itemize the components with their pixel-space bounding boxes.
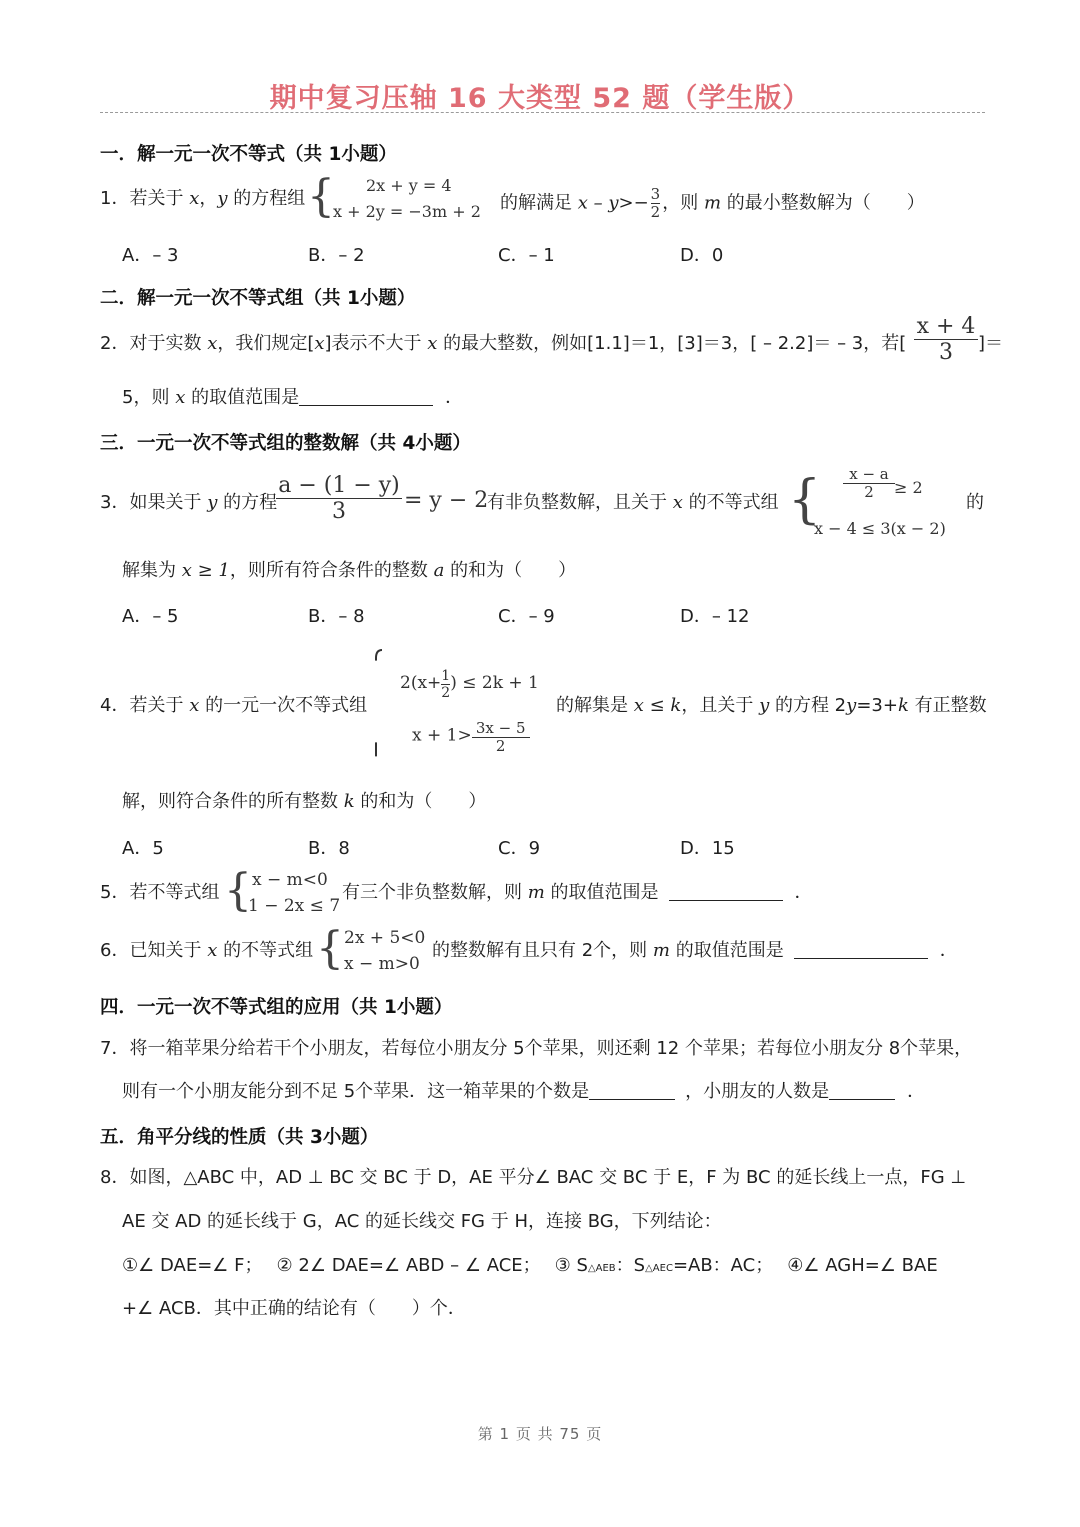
- question-2: 2．对于实数 x，我们规定[x]表示不大于 x 的最大整数，例如[1.1]＝1，[3]＝3，[ – 2.2]＝ – 3，若[: [100, 333, 907, 354]
- question-8-line-4: +∠ ACB．其中正确的结论有（ ）个．: [122, 1298, 466, 1319]
- section-heading-5: 五．角平分线的性质（共 3小题）: [100, 1127, 379, 1148]
- inequality-line-1: 2x + 5<0: [344, 928, 426, 948]
- option-b: B．8: [308, 838, 350, 859]
- inequality-line-1: 2(x+ $\frac{1}{2}$ ) ≤ 2k + 1: [400, 668, 539, 702]
- inequality-line-2: x + 1> $\frac{3x - 5}{2}$: [412, 720, 530, 756]
- question-8: 8．如图，△ABC 中，AD ⊥ BC 交 BC 于 D，AE 平分∠ BAC 交 BC 于 E，F 为 BC 的延长线上一点，FG ⊥: [100, 1167, 967, 1188]
- title-divider: [100, 112, 985, 113]
- option-d: D．0: [680, 245, 724, 266]
- question-5-tail: 有三个非负整数解，则 m 的取值范围是 ．: [342, 882, 813, 903]
- page-title: 期中复习压轴 16 大类型 52 题（学生版）: [269, 83, 811, 114]
- answer-blank[interactable]: [299, 385, 433, 406]
- option-d: D．– 12: [680, 606, 750, 627]
- answer-blank-children[interactable]: [829, 1079, 895, 1100]
- answer-blank[interactable]: [794, 938, 928, 959]
- fraction: $\frac{3}{2}$: [650, 185, 661, 222]
- question-3-line-2: 解集为 x ≥ 1，则所有符合条件的整数 a 的和为（ ）: [122, 560, 577, 581]
- question-2-line-2: 5，则 x 的取值范围是 ．: [122, 387, 464, 408]
- option-b: B．– 8: [308, 606, 365, 627]
- brace-icon: {: [788, 470, 822, 530]
- question-7: 7．将一箱苹果分给若干个小朋友，若每位小朋友分 5个苹果，则还剩 12 个苹果；若每位小朋友分 8个苹果，: [100, 1038, 973, 1059]
- option-a: A．5: [122, 838, 164, 859]
- fraction: x − a 2: [843, 466, 895, 502]
- equation-line-2: x + 2y = −3m + 2: [333, 202, 481, 221]
- question-8-line-2: AE 交 AD 的延长线于 G，AC 的延长线交 FG 于 H，连接 BG，下列结论：: [122, 1211, 722, 1232]
- question-5: 5．若不等式组: [100, 882, 220, 903]
- brace-icon: [370, 646, 388, 770]
- inequality-line-2: x − m>0: [344, 954, 420, 974]
- answer-blank-apples[interactable]: [589, 1079, 675, 1100]
- page-footer: 第 1 页 共 75 页: [477, 1425, 603, 1443]
- question-3: 3．如果关于 y 的方程: [100, 492, 278, 513]
- question-number: 7．: [100, 1038, 130, 1059]
- question-7-line-2: 则有一个小朋友能分到不足 5个苹果．这一箱苹果的个数是 ，小朋友的人数是 ．: [122, 1081, 926, 1102]
- section-heading-4: 四．一元一次不等式组的应用（共 1小题）: [100, 997, 453, 1018]
- question-4-line-2: 解，则符合条件的所有整数 k 的和为（ ）: [122, 791, 487, 812]
- question-1: 1．若关于 x，y 的方程组: [100, 188, 306, 209]
- question-6-tail: 的整数解有且只有 2个，则 m 的取值范围是 ．: [432, 940, 958, 961]
- section-heading-1: 一．解一元一次不等式（共 1小题）: [100, 144, 397, 165]
- brace-icon: {: [307, 171, 335, 222]
- question-number: 4．: [100, 695, 130, 716]
- question-6: 6．已知关于 x 的不等式组: [100, 940, 314, 961]
- option-c: C．– 1: [498, 245, 555, 266]
- question-4-tail: 的解集是 x ≤ k，且关于 y 的方程 2y=3+k 有正整数: [556, 695, 987, 716]
- brace-icon: {: [224, 865, 252, 916]
- option-c: C．– 9: [498, 606, 555, 627]
- question-8-conclusions: ①∠ DAE=∠ F； ② 2∠ DAE=∠ ABD – ∠ ACE； ③ S△AEB：S△AEC=AB：AC； ④∠ AGH=∠ BAE: [122, 1255, 938, 1276]
- brace-icon: {: [316, 923, 344, 974]
- inequality-line-2: 1 − 2x ≤ 7: [248, 896, 341, 916]
- fraction: a − (1 − y) 3: [276, 473, 402, 525]
- question-1-tail: 的解满足 x – y>− $\frac{3}{2}$ ，则 m 的最小整数解为（ ）: [500, 185, 925, 222]
- inequality-line-1: x − m<0: [252, 870, 328, 890]
- option-a: A．– 5: [122, 606, 179, 627]
- inequality-line-2: x − 4 ≤ 3(x − 2): [814, 519, 946, 538]
- answer-blank[interactable]: [669, 880, 783, 901]
- section-heading-3: 三．一元一次不等式组的整数解（共 4小题）: [100, 433, 471, 454]
- equation-line-1: 2x + y = 4: [366, 176, 452, 195]
- question-number: 2．: [100, 333, 130, 354]
- option-b: B．– 2: [308, 245, 365, 266]
- question-number: 6．: [100, 940, 130, 961]
- question-number: 8．: [100, 1167, 130, 1188]
- question-number: 1．: [100, 188, 130, 209]
- option-a: A．– 3: [122, 245, 179, 266]
- option-d: D．15: [680, 838, 735, 859]
- fraction: x + 4 3: [914, 314, 978, 366]
- question-number: 3．: [100, 492, 130, 513]
- section-heading-2: 二．解一元一次不等式组（共 1小题）: [100, 288, 416, 309]
- option-c: C．9: [498, 838, 541, 859]
- question-number: 5．: [100, 882, 130, 903]
- question-4: 4．若关于 x 的一元一次不等式组: [100, 695, 368, 716]
